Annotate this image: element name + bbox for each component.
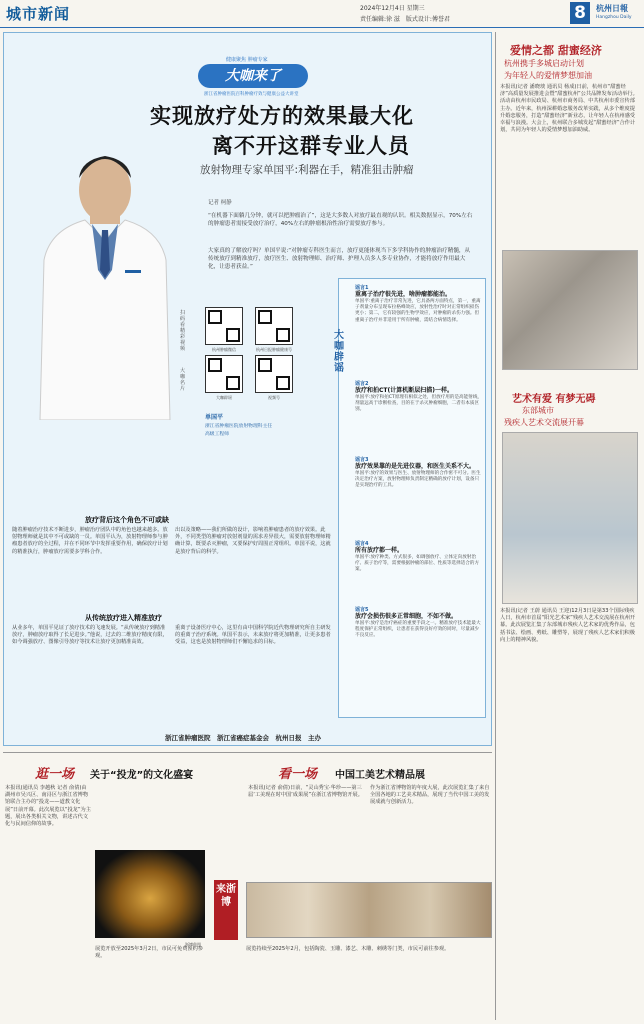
story-body: 展览持续至2025年2月，包括陶瓷、玉雕、漆艺、木雕、刺绣等门类，市民可前往参观。 <box>246 946 450 952</box>
myth-number: 谣言3 <box>355 457 369 463</box>
video-qr-label: 扫码看精彩视频 <box>180 310 186 352</box>
headline-line-2: 离不开这群专业人员 <box>212 133 410 158</box>
headline-line-1: 实现放疗处方的效果最大化 <box>150 103 414 128</box>
myth-body: 单国平:放疗和拍CT原理有相似之处，但放疗用的是高能射线，剂量远高于诊断检查，目的在于杀灭肿瘤细胞，二者有本质区别。 <box>355 395 483 413</box>
photo-credit: 浙博供图 <box>185 942 201 947</box>
page-header <box>0 0 644 28</box>
profile-label: 大咖名片 <box>180 368 186 392</box>
column-badge: 来浙博 <box>214 880 238 940</box>
myth-box <box>338 278 486 718</box>
myth-title: 放疗和拍CT(计算机断层扫描)一样。 <box>355 387 453 394</box>
feature-banner: 大咖来了 <box>198 64 308 88</box>
section-heading-2: 从传统放疗进入精准放疗 <box>85 614 162 622</box>
page-number: 8 <box>570 2 590 24</box>
intro-paragraph-2: 大家真的了解放疗吗？单国平说:“对肿瘤专科医生而言，放疗更能体现当下多学科协作的肿瘤治疗精髓，从传统放疗到精准放疗，放疗医生、放射物理师、治疗师、护理人员多人多专业协作，才能将放疗作用最大化，让患者获益。” <box>208 248 471 270</box>
qr-label: 杭州日报肿瘤健康号 <box>256 347 292 352</box>
myth-body: 单国平:放疗是治疗癌症的重要手段之一。精准放疗技术能最大程度保护正常组织，让患者在获得良好疗效的同时，尽量减少不良反应。 <box>355 621 481 639</box>
story-body: 本报讯(记者 潘晓琰 通讯员 杨成)日前，杭州市“甜蜜经济”高质量发展推进会暨“甜蜜杭州”公共品牌发布活动举行。活动由杭州市民政局、杭州市商务局、中共杭州市委宣传部主办。近年来，杭州深耕婚恋服务改革实践，从多个维度提升婚恋服务，打造“甜蜜经济”新业态，让年轻人在杭州感受幸福与浪漫。大会上，杭州联合多城发起“甜蜜经济”合作计划，共同为年轻人的爱情梦想加油助威。 <box>500 84 638 134</box>
myth-title: 放疗会损伤很多正常细胞，不如不做。 <box>355 613 458 620</box>
story-subhead: 残疾人艺术交流展开幕 <box>504 418 584 427</box>
reporter-byline: 记者 柯静 <box>208 200 232 206</box>
paper-logo: 杭州日報 <box>596 3 628 13</box>
article-column: 重离子设备医疗中心，这里有由中国科学院近代物理研究所自主研发的重离子治疗系统。单国平表示，未来放疗将更加精准，让更多患者受益，这也是放射物理师们不懈追求的目标。 <box>175 625 331 646</box>
section-heading-1: 放疗背后这个角色不可或缺 <box>85 516 169 524</box>
story-subhead: 东部城市 <box>522 406 554 415</box>
banner-tagline: 健康聚焦 肿瘤专家 <box>226 57 268 63</box>
myth-item <box>355 284 483 324</box>
article-column: 随着肿瘤治疗技术不断进步，肿瘤治疗团队中的角色也越来越多。放射物理师就是其中不可或缺的一员。单国平认为，放射物理师参与肿瘤患者放疗的全过程，并在不同环节中发挥重要作用，确保放疗计划的精准执行，肿瘤放疗需要多学科合作。 <box>12 527 168 555</box>
sponsor-line: 浙江省肿瘤医院 浙江省癌症基金会 杭州日报 主办 <box>165 734 321 742</box>
myth-title: 放疗效果靠的是先进仪器，和医生关系不大。 <box>355 463 476 470</box>
story-tag: 看一场 <box>278 767 318 782</box>
story-headline: 艺术有爱 有梦无碍 <box>512 394 596 405</box>
myth-number: 谣言2 <box>355 381 369 387</box>
story-headline: 中国工美艺术精品展 <box>335 770 425 781</box>
myth-item <box>355 606 483 640</box>
story-headline: 关于“投龙”的文化盛宴 <box>90 770 194 781</box>
column-divider <box>495 32 496 1020</box>
myth-body: 单国平:重离子治疗非常先进，它具备两方面特点，第一，重离子剂量分布呈现布拉格峰效应，放射性治疗时对正常组织损伤更小；第二，它有较强的生物学效应，对肿瘤的杀伤力强。但重离子治疗并非适用于所有肿瘤，需结合病情选择。 <box>355 299 481 323</box>
section-divider <box>3 752 492 753</box>
myth-title: 所有放疗都一样。 <box>355 547 404 554</box>
date-line: 2024年12月4日 星期三 <box>360 5 425 12</box>
event-photo <box>502 250 638 370</box>
qr-code-group <box>200 303 330 403</box>
editor-line: 责任编辑:徐 滋 版式设计:傅誉君 <box>360 16 450 23</box>
story-tag: 逛一场 <box>35 767 75 782</box>
doctor-rank: 高级工程师 <box>205 432 229 437</box>
story-subhead: 为年轻人的爱情梦想加油 <box>504 71 592 80</box>
story-body: 展览开放至2025年3月2日，市民可免费预约参观。 <box>95 946 203 960</box>
qr-code[interactable] <box>255 355 293 393</box>
paper-logo-en: Hangzhou Daily <box>596 15 632 20</box>
doctor-title: 浙江省肿瘤医院放射物理科主任 <box>205 424 273 429</box>
doctor-portrait <box>30 120 180 420</box>
article-column: 从业多年，单国平见证了放疗技术的飞速发展。“从传统放疗到精准放疗，肿瘤放疗取得了长足进步。”他说，过去的二维放疗精度有限，如今调强放疗、图像引导放疗等技术让放疗更加精准高效。 <box>12 625 168 646</box>
myth-item <box>355 380 483 414</box>
myth-title: 重离子治疗很先进，啥肿瘤都能治。 <box>355 291 452 298</box>
doctor-name: 单国平 <box>205 414 224 421</box>
exhibition-photo <box>502 432 638 604</box>
article-column: 出以及策略——我们所做的设计，影响着肿瘤患者的放疗效果。此外，不同类型的肿瘤对放射剂量的需求差异很大，需要放射物理师精确计算，既要杀灭肿瘤，又要保护好周围正常组织。单国平说，这就是放疗背后的科学。 <box>175 527 331 555</box>
dragon-artifact-photo <box>95 850 205 938</box>
section-title: 城市新闻 <box>6 5 71 23</box>
myth-number: 谣言5 <box>355 607 369 613</box>
story-body: 本报讯(记者 俞倩)日前，“灵山秀宝·华珍——第三届‘工美现在时中国’成果展”在浙江省博物馆开展。 <box>248 785 363 799</box>
qr-label: 杭州肿瘤微信 <box>212 347 236 352</box>
story-body: 作为浙江省博物馆的年度大展，此次展览汇集了来自全国各地的工艺美术精品，展现了当代中国工美的发展成就与创新活力。 <box>370 785 490 806</box>
myth-number: 谣言1 <box>355 285 369 291</box>
story-subhead: 杭州携手多城启动计划 <box>504 59 584 68</box>
qr-code[interactable] <box>205 355 243 393</box>
myth-body: 单国平:放疗种类、方式很多，如调强放疗、立体定向放射治疗、质子治疗等，需要根据肿瘤的部位、性质等选择适合的方案。 <box>355 555 480 573</box>
qr-code[interactable] <box>205 307 243 345</box>
story-headline: 爱情之都 甜蜜经济 <box>510 44 602 57</box>
story-body: 本报讯(记者 王蔚 通讯员 王迎)12月3日是第33个国际残疾人日，杭州市首届“阳光艺术家”残疾人艺术交流展在杭州开幕。此次展览汇集了东部城市残疾人艺术家的优秀作品，包括书法、绘画、剪纸、雕塑等，展现了残疾人艺术家们积极向上的精神风貌。 <box>500 608 636 643</box>
headline-subtitle: 放射物理专家单国平:利器在手，精准狙击肿瘤 <box>200 164 414 176</box>
crafts-photo <box>246 882 492 938</box>
myth-box-title: 大咖辟谣 <box>334 330 344 374</box>
qr-label: 大咖辟谣 <box>216 395 232 400</box>
qr-code[interactable] <box>255 307 293 345</box>
qr-label: 视频号 <box>268 395 280 400</box>
myth-body: 单国平:放疗的效果与医生、放射物理师的合作密不可分。医生决定治疗方案，放射物理师负责制定精确的放疗计划，设备只是实现治疗的工具。 <box>355 471 481 489</box>
myth-number: 谣言4 <box>355 541 369 547</box>
banner-subtitle: 浙江省肿瘤医院百科肿瘤疗效与健康公益大讲堂 <box>204 92 299 97</box>
myth-item <box>355 540 483 574</box>
myth-item <box>355 456 483 490</box>
intro-paragraph-1: “在机器下面躺几分钟，就可以把肿瘤治了”，这是大多数人对放疗最直观的认识。相关数据显示，70%左右的肿瘤患者需接受放疗治疗，40%左右的肿瘤根治性治疗需要放疗参与。 <box>208 213 473 227</box>
story-body: 本报讯(通讯员 李越秋 记者 俞倩)由湖州市吴兴区、南浔区与浙江省博物馆联合主办的“投龙——道教文化展”日前开幕。此次展览以“投龙”为主题，展出各类相关文物，讲述古代文化与民间信仰的故事。 <box>5 785 91 828</box>
